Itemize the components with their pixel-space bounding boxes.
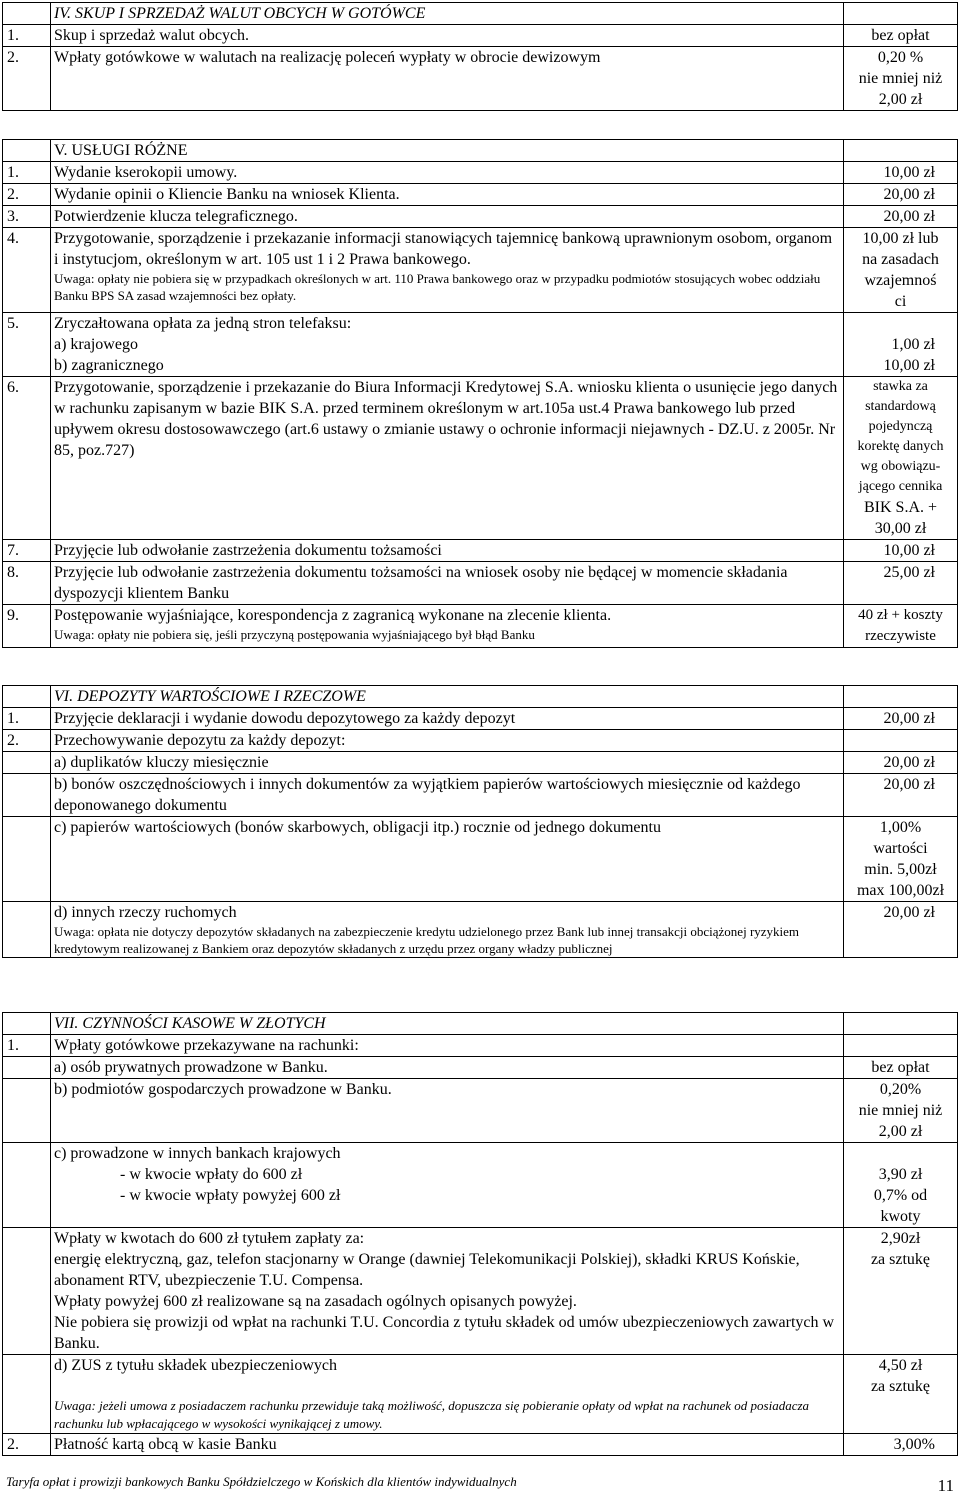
subitem-text: Wpłaty w kwotach do 600 zł tytułem zapłaty za: energię elektryczną, gaz, telefon stacjonarny w Orange (dawniej Telekomunikacji Polskiej), składki KRUS Końskie, abonament RTV, ubezpieczenie T.U. Compensa. Wpłaty powyżej 600 zł realizowane są na zasadach ogólnych opisanych powyżej. Nie pobiera się prowizji od wpłat na rachunki T.U. Concordia z tytułu składek od umów ubezpieczeniowych zawartych w Banku. [51,1228,844,1355]
item-description: Przyjęcie lub odwołanie zastrzeżenia dokumentu tożsamości [51,540,844,562]
subitem-text: b) podmiotów gospodarczych prowadzone w Banku. [51,1079,844,1143]
subitem-price: 1,00% wartości min. 5,00zł max 100,00zł [844,817,958,902]
section-4-header: IV. SKUP I SPRZEDAŻ WALUT OBCYCH W GOTÓWCE [51,3,844,25]
item-price: 20,00 zł [844,184,958,206]
subitem-label: d) innych rzeczy ruchomych [54,904,237,921]
item-description: Wpłaty gotówkowe w walutach na realizację poleceń wypłaty w obrocie dewizowym [51,47,844,111]
subitem-line: - w kwocie wpłaty powyżej 600 zł [120,1187,341,1204]
subitem-text: a) duplikatów kluczy miesięcznie [51,752,844,774]
subitem-label: d) ZUS z tytułu składek ubezpieczeniowych [54,1357,338,1374]
subitem-text: a) osób prywatnych prowadzone w Banku. [51,1057,844,1079]
item-price: 25,00 zł [844,562,958,605]
item-text: Zryczałtowana opłata za jedną stron telefaksu: [54,315,352,332]
item-number: 1. [3,162,51,184]
item-price: 0,20 % nie mniej niż 2,00 zł [844,47,958,111]
table-row [3,1434,958,1456]
table-row [3,562,958,605]
item-description [51,605,844,648]
item-description: Przyjęcie lub odwołanie zastrzeżenia dokumentu tożsamości na wniosek osoby nie będącej w momencie składania dyspozycji klientem Banku [51,562,844,605]
item-number: 6. [3,377,51,540]
subitem-text [51,902,844,958]
item-price: 20,00 zł [844,206,958,228]
item-price [844,313,958,377]
table-row [3,902,958,958]
item-price: bez opłat [844,25,958,47]
table-row [3,605,958,648]
item-price-text: stawka za standardową pojedynczą korektę danych wg obowiązu- jącego cennika [857,379,944,494]
table-row [3,730,958,752]
item-price: 20,00 zł [844,708,958,730]
item-price: 10,00 zł [844,162,958,184]
item-description: Skup i sprzedaż walut obcych. [51,25,844,47]
section-note: Uwaga: opłata nie dotyczy depozytów składanych na zabezpieczenie kredytu udzielonego przez Bank lub innej transakcji obciążonej ryzykiem kredytowym realizowanej z Bankiem oraz depozytów składanych z urzędu przez organy władzy publicznej [54,924,800,956]
subitem-text: c) papierów wartościowych (bonów skarbowych, obligacji itp.) rocznie od jednego dokumentu [51,817,844,902]
item-description [51,313,844,377]
subitem-price: 10,00 zł [883,357,935,374]
subitem-price: 2,90zł za sztukę [844,1228,958,1355]
item-description: Przyjęcie deklaracji i wydanie dowodu depozytowego za każdy depozyt [51,708,844,730]
page-number: 11 [937,1476,954,1495]
item-note: Uwaga: opłaty nie pobiera się, jeśli przyczyną postępowania wyjaśniającego był błąd Banku [54,627,535,642]
section-7-header: VII. CZYNNOŚCI KASOWE W ZŁOTYCH [51,1013,844,1035]
item-description: Wydanie opinii o Kliencie Banku na wniosek Klienta. [51,184,844,206]
item-number: 1. [3,25,51,47]
table-row [3,206,958,228]
table-row [3,540,958,562]
subitem-text: b) bonów oszczędnościowych i innych dokumentów za wyjątkiem papierów wartościowych miesięcznie od każdego deponowanego dokumentu [51,774,844,817]
item-text: Przygotowanie, sporządzenie i przekazanie informacji stanowiących tajemnicę bankową uprawnionym osobom, organom i instytucjom, określonym w art. 105 ust 1 i 2 Prawa bankowego. [54,230,833,268]
item-description: Przygotowanie, sporządzenie i przekazanie do Biura Informacji Kredytowej S.A. wniosku klienta o usunięcie jego danych w rachunku zapisanym w bazie BIK S.A. przed terminem określonym w art.105a ust.4 Prawa bankowego lub przed upływem okresu dostosowawczego (art.6 ustawy o zmianie ustawy o ochronie informacji niejawnych - DZ.U. z 2005r. Nr 85, poz.727) [51,377,844,540]
subitem-price: 3,90 zł 0,7% od kwoty [844,1143,958,1228]
item-description: Płatność kartą obcą w kasie Banku [51,1434,844,1456]
section-4-table [2,2,958,111]
table-row [3,1228,958,1355]
item-number: 8. [3,562,51,605]
subitem-price: 20,00 zł [844,774,958,817]
item-price [844,377,958,540]
table-row [3,1355,958,1434]
item-number: 2. [3,1434,51,1456]
table-row [3,817,958,902]
table-row [3,228,958,313]
subitem-price: 20,00 zł [844,752,958,774]
table-row [3,162,958,184]
table-row [3,25,958,47]
table-row [3,1143,958,1228]
subitem-price: 1,00 zł [891,336,935,353]
subitem-line: - w kwocie wpłaty do 600 zł [120,1166,303,1183]
table-row [3,377,958,540]
section-6-header: VI. DEPOZYTY WARTOŚCIOWE I RZECZOWE [51,686,844,708]
item-number: 3. [3,206,51,228]
subitem-text [51,1355,844,1434]
table-row [3,313,958,377]
table-row [3,184,958,206]
section-note: Uwaga: jeżeli umowa z posiadaczem rachunku przewiduje taką możliwość, dopuszcza się pobieranie opłaty od wpłat na rachunek od posiadacza rachunku lub wpłacającego w wysokości wynikającej z umowy. [54,1398,810,1431]
item-description: Przechowywanie depozytu za każdy depozyt: [51,730,844,752]
table-row [3,1079,958,1143]
subitem-price: 20,00 zł [844,902,958,958]
subitem-label: c) prowadzone w innych bankach krajowych [54,1145,341,1162]
item-description [51,228,844,313]
item-number: 9. [3,605,51,648]
subitem-text [51,1143,844,1228]
table-row [3,774,958,817]
item-number: 7. [3,540,51,562]
subitem-text: a) krajowego [54,336,138,353]
item-number: 2. [3,47,51,111]
item-number: 5. [3,313,51,377]
item-price: 10,00 zł lub na zasadach wzajemnoś ci [844,228,958,313]
item-note: Uwaga: opłaty nie pobiera się w przypadkach określonych w art. 110 Prawa bankowego oraz w przypadku podmiotów stosujących wobec oddziału Banku BPS SA zasad wzajemności bez opłaty. [54,271,821,303]
page-footer: Taryfa opłat i prowizji bankowych Banku Spółdzielczego w Końskich dla klientów indywidualnych [6,1474,517,1489]
subitem-price: 4,50 zł za sztukę [844,1355,958,1434]
subitem-text: b) zagranicznego [54,357,164,374]
subitem-price: bez opłat [844,1057,958,1079]
subitem-price: 0,20% nie mniej niż 2,00 zł [844,1079,958,1143]
section-5-header: V. USŁUGI RÓŻNE [51,140,844,162]
item-description: Potwierdzenie klucza telegraficznego. [51,206,844,228]
item-description: Wydanie kserokopii umowy. [51,162,844,184]
table-row [3,47,958,111]
table-row [3,708,958,730]
item-number: 1. [3,708,51,730]
section-5-table [2,139,958,648]
item-text: Postępowanie wyjaśniające, korespondencja z zagranicą wykonane na zlecenie klienta. [54,607,612,624]
item-description: Wpłaty gotówkowe przekazywane na rachunki: [51,1035,844,1057]
item-price-text: BIK S.A. + 30,00 zł [863,499,938,537]
item-number: 4. [3,228,51,313]
item-number: 1. [3,1035,51,1057]
item-number: 2. [3,184,51,206]
table-row [3,1057,958,1079]
section-6-table [2,685,958,958]
item-price: 3,00% [844,1434,958,1456]
item-number: 2. [3,730,51,752]
item-price: 40 zł + koszty rzeczywiste [844,605,958,648]
section-7-table [2,1012,958,1456]
table-row [3,752,958,774]
item-price: 10,00 zł [844,540,958,562]
table-row [3,1035,958,1057]
